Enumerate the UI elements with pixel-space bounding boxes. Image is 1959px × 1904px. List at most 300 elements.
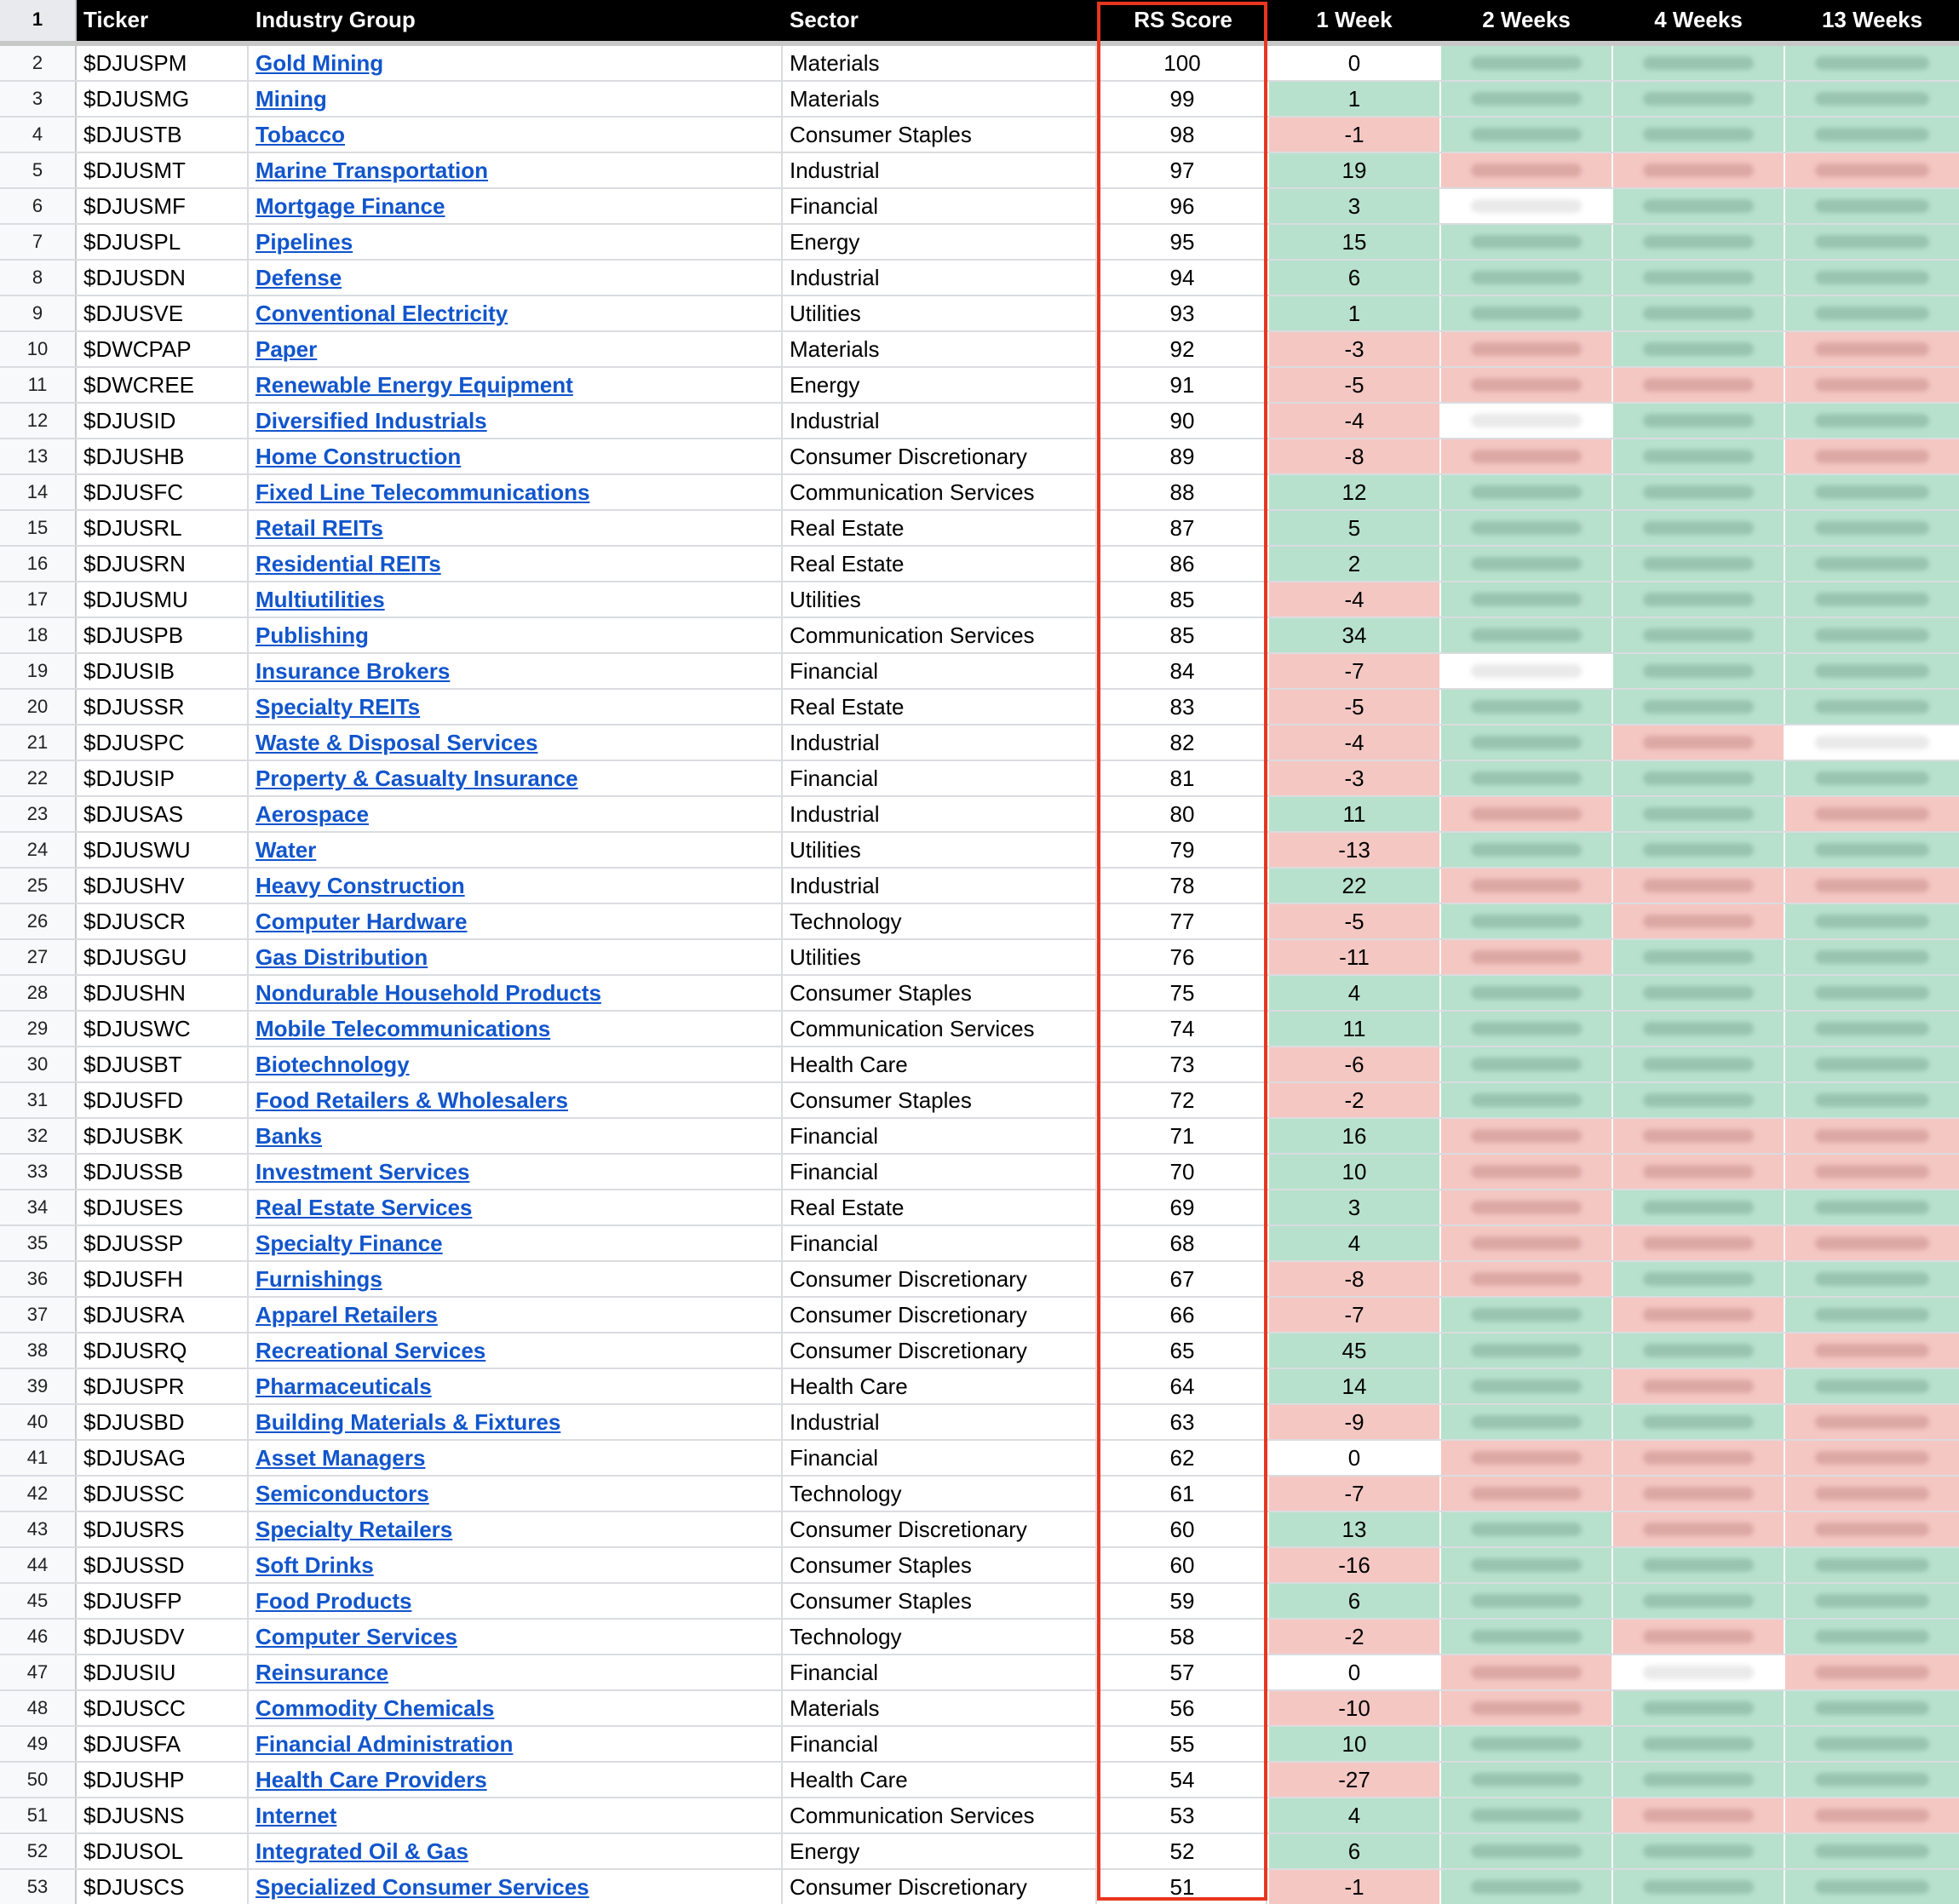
week1-change-cell[interactable]: 11 [1269,1012,1439,1046]
week4-change-cell[interactable] [1613,547,1784,581]
week13-change-cell[interactable] [1785,1155,1959,1189]
rs-score-cell[interactable]: 94 [1099,261,1267,295]
industry-group-link[interactable]: Insurance Brokers [256,658,451,684]
industry-group-link[interactable]: Real Estate Services [256,1195,473,1220]
sector-cell[interactable]: Industrial [784,869,1097,903]
rs-score-cell[interactable]: 67 [1099,1262,1267,1296]
rs-score-cell[interactable]: 84 [1099,654,1267,688]
ticker-cell[interactable]: $DJUSPC [78,725,249,760]
rs-score-cell[interactable]: 51 [1099,1870,1267,1904]
industry-group-link[interactable]: Paper [256,336,318,362]
ticker-cell[interactable]: $DWCPAP [78,332,249,366]
industry-group-column-header[interactable]: Industry Group [256,7,416,32]
week13-change-cell[interactable] [1785,1369,1959,1403]
week13-change-cell[interactable] [1785,1727,1959,1761]
week2-change-cell[interactable] [1441,1405,1611,1439]
week13-change-cell[interactable] [1785,833,1959,867]
sector-cell[interactable]: Energy [784,368,1097,402]
week4-change-cell[interactable] [1613,1512,1784,1546]
industry-group-link[interactable]: Diversified Industrials [256,408,487,433]
ticker-cell[interactable]: $DJUSCS [78,1870,249,1904]
sector-cell[interactable]: Materials [784,1691,1097,1725]
sector-cell[interactable]: Materials [784,332,1097,366]
industry-group-link[interactable]: Specialized Consumer Services [256,1874,589,1900]
row-number[interactable]: 7 [0,225,77,259]
week2-change-cell[interactable] [1441,582,1611,617]
week2-change-cell[interactable] [1441,1155,1611,1189]
industry-group-link[interactable]: Internet [256,1803,337,1828]
week1-change-cell[interactable]: -4 [1269,725,1439,760]
sector-cell[interactable]: Consumer Discretionary [784,1262,1097,1296]
week1-change-cell[interactable]: -1 [1269,118,1439,152]
week4-change-cell[interactable] [1613,1047,1784,1081]
rs-score-cell[interactable]: 60 [1099,1548,1267,1582]
week4-change-cell[interactable] [1613,618,1784,652]
ticker-cell[interactable]: $DJUSSC [78,1477,249,1511]
week1-change-cell[interactable]: -7 [1269,1298,1439,1332]
row-number[interactable]: 42 [0,1477,77,1511]
sector-cell[interactable]: Consumer Staples [784,1083,1097,1117]
sector-cell[interactable]: Financial [784,1119,1097,1153]
week2-change-cell[interactable] [1441,1655,1611,1689]
week13-change-cell[interactable] [1785,1512,1959,1546]
sector-cell[interactable]: Utilities [784,833,1097,867]
ticker-cell[interactable]: $DJUSCR [78,904,249,938]
week13-change-cell[interactable] [1785,1047,1959,1081]
week4-change-cell[interactable] [1613,761,1784,795]
row-number[interactable]: 35 [0,1226,77,1260]
row-number[interactable]: 50 [0,1763,77,1797]
week2-change-cell[interactable] [1441,368,1611,402]
ticker-cell[interactable]: $DJUSFA [78,1727,249,1761]
week2-change-cell[interactable] [1441,153,1611,187]
week4-change-cell[interactable] [1613,1333,1784,1368]
row-number[interactable]: 20 [0,690,77,724]
rs-score-cell[interactable]: 92 [1099,332,1267,366]
ticker-cell[interactable]: $DJUSVE [78,296,249,330]
rs-score-cell[interactable]: 86 [1099,547,1267,581]
week13-change-cell[interactable] [1785,439,1959,473]
row-number[interactable]: 38 [0,1333,77,1368]
week13-change-cell[interactable] [1785,1655,1959,1689]
week1-change-cell[interactable]: -2 [1269,1083,1439,1117]
row-number[interactable]: 45 [0,1584,77,1618]
row-number[interactable]: 2 [0,46,77,80]
industry-group-link[interactable]: Integrated Oil & Gas [256,1838,468,1864]
week1-change-cell[interactable]: 1 [1269,82,1439,116]
ticker-cell[interactable]: $DJUSTB [78,118,249,152]
rs-score-cell[interactable]: 58 [1099,1620,1267,1654]
industry-group-link[interactable]: Computer Services [256,1624,457,1649]
week4-change-cell[interactable] [1613,439,1784,473]
week1-change-cell[interactable]: 13 [1269,1512,1439,1546]
row-number[interactable]: 13 [0,439,77,473]
ticker-cell[interactable]: $DJUSES [78,1190,249,1224]
ticker-cell[interactable]: $DJUSNS [78,1798,249,1832]
week13-change-cell[interactable] [1785,976,1959,1010]
sector-cell[interactable]: Health Care [784,1047,1097,1081]
week2-change-cell[interactable] [1441,46,1611,80]
week4-change-cell[interactable] [1613,46,1784,80]
sector-cell[interactable]: Consumer Discretionary [784,1870,1097,1904]
week4-change-cell[interactable] [1613,1548,1784,1582]
week1-change-cell[interactable]: 11 [1269,797,1439,831]
ticker-cell[interactable]: $DJUSRS [78,1512,249,1546]
week1-change-cell[interactable]: 6 [1269,1584,1439,1618]
week1-change-cell[interactable]: -8 [1269,1262,1439,1296]
row-number[interactable]: 19 [0,654,77,688]
industry-group-link[interactable]: Investment Services [256,1159,470,1184]
rs-score-cell[interactable]: 57 [1099,1655,1267,1689]
ticker-cell[interactable]: $DJUSBD [78,1405,249,1439]
week4-change-cell[interactable] [1613,1763,1784,1797]
week4-change-cell[interactable] [1613,1691,1784,1725]
week1-change-cell[interactable]: -5 [1269,904,1439,938]
rs-score-cell[interactable]: 53 [1099,1798,1267,1832]
ticker-cell[interactable]: $DJUSWU [78,833,249,867]
row-number[interactable]: 39 [0,1369,77,1403]
week1-change-cell[interactable]: 5 [1269,511,1439,545]
row-number[interactable]: 6 [0,189,77,223]
week13-change-cell[interactable] [1785,547,1959,581]
industry-group-link[interactable]: Retail REITs [256,515,383,541]
week4-change-cell[interactable] [1613,1083,1784,1117]
sector-cell[interactable]: Industrial [784,404,1097,438]
industry-group-link[interactable]: Water [256,837,317,863]
sector-cell[interactable]: Real Estate [784,1190,1097,1224]
industry-group-link[interactable]: Heavy Construction [256,873,465,898]
ticker-cell[interactable]: $DJUSWC [78,1012,249,1046]
industry-group-link[interactable]: Reinsurance [256,1660,389,1685]
industry-group-link[interactable]: Banks [256,1123,323,1149]
week4-change-cell[interactable] [1613,153,1784,187]
row-number[interactable]: 16 [0,547,77,581]
ticker-cell[interactable]: $DJUSFD [78,1083,249,1117]
sector-cell[interactable]: Financial [784,761,1097,795]
industry-group-link[interactable]: Biotechnology [256,1052,410,1077]
ticker-cell[interactable]: $DJUSSR [78,690,249,724]
sector-cell[interactable]: Financial [784,654,1097,688]
row-number[interactable]: 25 [0,869,77,903]
rs-score-cell[interactable]: 74 [1099,1012,1267,1046]
ticker-cell[interactable]: $DJUSHN [78,976,249,1010]
ticker-cell[interactable]: $DJUSRA [78,1298,249,1332]
week2-change-cell[interactable] [1441,797,1611,831]
week2-change-cell[interactable] [1441,1727,1611,1761]
week13-change-cell[interactable] [1785,261,1959,295]
week2-change-cell[interactable] [1441,1834,1611,1868]
week2-change-cell[interactable] [1441,904,1611,938]
sector-cell[interactable]: Consumer Staples [784,1584,1097,1618]
rs-score-cell[interactable]: 85 [1099,582,1267,617]
industry-group-link[interactable]: Fixed Line Telecommunications [256,479,590,505]
week4-change-cell[interactable] [1613,332,1784,366]
week13-change-cell[interactable] [1785,1226,1959,1260]
week13-change-cell[interactable] [1785,46,1959,80]
rs-score-cell[interactable]: 82 [1099,725,1267,760]
week4-change-cell[interactable] [1613,725,1784,760]
rs-score-cell[interactable]: 79 [1099,833,1267,867]
week2-change-cell[interactable] [1441,725,1611,760]
rs-score-cell[interactable]: 65 [1099,1333,1267,1368]
week2-change-cell[interactable] [1441,833,1611,867]
week1-change-cell[interactable]: 4 [1269,976,1439,1010]
industry-group-link[interactable]: Specialty Retailers [256,1517,453,1542]
week4-change-cell[interactable] [1613,475,1784,509]
week13-change-cell[interactable] [1785,1763,1959,1797]
week1-change-cell[interactable]: -11 [1269,940,1439,974]
ticker-cell[interactable]: $DJUSMF [78,189,249,223]
week13-change-cell[interactable] [1785,618,1959,652]
row-number[interactable]: 41 [0,1441,77,1475]
sector-cell[interactable]: Real Estate [784,547,1097,581]
week1-change-cell[interactable]: 4 [1269,1226,1439,1260]
sector-cell[interactable]: Industrial [784,1405,1097,1439]
ticker-cell[interactable]: $DJUSAS [78,797,249,831]
week1-change-cell[interactable]: 0 [1269,46,1439,80]
week13-change-cell[interactable] [1785,940,1959,974]
rs-score-cell[interactable]: 88 [1099,475,1267,509]
sector-cell[interactable]: Technology [784,1620,1097,1654]
week1-change-cell[interactable]: -27 [1269,1763,1439,1797]
ticker-cell[interactable]: $DJUSAG [78,1441,249,1475]
week1-change-cell[interactable]: 1 [1269,296,1439,330]
week2-change-cell[interactable] [1441,1798,1611,1832]
sector-cell[interactable]: Financial [784,189,1097,223]
week1-change-cell[interactable]: 45 [1269,1333,1439,1368]
rs-score-cell[interactable]: 59 [1099,1584,1267,1618]
ticker-cell[interactable]: $DJUSHB [78,439,249,473]
sector-cell[interactable]: Communication Services [784,1798,1097,1832]
week4-change-cell[interactable] [1613,1441,1784,1475]
rs-score-cell[interactable]: 78 [1099,869,1267,903]
industry-group-link[interactable]: Health Care Providers [256,1767,487,1792]
week4-change-cell[interactable] [1613,1620,1784,1654]
industry-group-link[interactable]: Computer Hardware [256,909,468,934]
week1-change-cell[interactable]: -5 [1269,690,1439,724]
week4-change-cell[interactable] [1613,976,1784,1010]
ticker-cell[interactable]: $DJUSSP [78,1226,249,1260]
week1-change-cell[interactable]: 14 [1269,1369,1439,1403]
industry-group-link[interactable]: Multiutilities [256,587,385,612]
week4-change-cell[interactable] [1613,1870,1784,1904]
row-number[interactable]: 15 [0,511,77,545]
sector-cell[interactable]: Financial [784,1727,1097,1761]
rs-score-cell[interactable]: 77 [1099,904,1267,938]
row-number[interactable]: 51 [0,1798,77,1832]
rs-score-cell[interactable]: 81 [1099,761,1267,795]
industry-group-link[interactable]: Asset Managers [256,1445,426,1471]
week2-change-cell[interactable] [1441,654,1611,688]
week13-change-cell[interactable] [1785,225,1959,259]
industry-group-link[interactable]: Mortgage Finance [256,193,445,219]
week1-change-cell[interactable]: -1 [1269,1870,1439,1904]
week1-column-header[interactable]: 1 Week [1316,7,1393,32]
industry-group-link[interactable]: Renewable Energy Equipment [256,372,573,398]
industry-group-link[interactable]: Gas Distribution [256,944,428,970]
week4-change-cell[interactable] [1613,869,1784,903]
industry-group-link[interactable]: Semiconductors [256,1481,429,1506]
sector-cell[interactable]: Technology [784,904,1097,938]
rs-score-cell[interactable]: 96 [1099,189,1267,223]
sector-cell[interactable]: Industrial [784,153,1097,187]
week13-change-cell[interactable] [1785,1119,1959,1153]
week13-change-cell[interactable] [1785,82,1959,116]
ticker-cell[interactable]: $DJUSGU [78,940,249,974]
rs-score-cell[interactable]: 95 [1099,225,1267,259]
rs-score-cell[interactable]: 72 [1099,1083,1267,1117]
week2-change-cell[interactable] [1441,1763,1611,1797]
week13-change-cell[interactable] [1785,1691,1959,1725]
rs-score-cell[interactable]: 68 [1099,1226,1267,1260]
week1-change-cell[interactable]: 16 [1269,1119,1439,1153]
rs-score-cell[interactable]: 70 [1099,1155,1267,1189]
sector-cell[interactable]: Materials [784,46,1097,80]
industry-group-link[interactable]: Marine Transportation [256,158,489,183]
row-number[interactable]: 4 [0,118,77,152]
week13-change-cell[interactable] [1785,189,1959,223]
week4-change-cell[interactable] [1613,82,1784,116]
row-number[interactable]: 14 [0,475,77,509]
week1-change-cell[interactable]: 6 [1269,1834,1439,1868]
row-number[interactable]: 22 [0,761,77,795]
row-number[interactable]: 3 [0,82,77,116]
week13-change-cell[interactable] [1785,1798,1959,1832]
rs-score-cell[interactable]: 87 [1099,511,1267,545]
industry-group-link[interactable]: Tobacco [256,122,345,147]
week2-change-cell[interactable] [1441,225,1611,259]
week1-change-cell[interactable]: -7 [1269,654,1439,688]
week1-change-cell[interactable]: -3 [1269,332,1439,366]
industry-group-link[interactable]: Waste & Disposal Services [256,730,538,755]
rs-score-cell[interactable]: 69 [1099,1190,1267,1224]
ticker-cell[interactable]: $DJUSPL [78,225,249,259]
industry-group-link[interactable]: Home Construction [256,444,462,469]
week4-change-cell[interactable] [1613,1834,1784,1868]
week13-change-cell[interactable] [1785,118,1959,152]
ticker-cell[interactable]: $DJUSRN [78,547,249,581]
sector-cell[interactable]: Consumer Discretionary [784,1512,1097,1546]
week2-change-cell[interactable] [1441,1548,1611,1582]
week13-change-cell[interactable] [1785,725,1959,760]
row-number[interactable]: 11 [0,368,77,402]
industry-group-link[interactable]: Specialty REITs [256,694,421,720]
rs-score-cell[interactable]: 100 [1099,46,1267,80]
row-number[interactable]: 18 [0,618,77,652]
sector-cell[interactable]: Utilities [784,940,1097,974]
week2-change-cell[interactable] [1441,404,1611,438]
week13-change-cell[interactable] [1785,404,1959,438]
sector-cell[interactable]: Communication Services [784,618,1097,652]
row-number[interactable]: 8 [0,261,77,295]
week4-change-cell[interactable] [1613,940,1784,974]
week1-change-cell[interactable]: -7 [1269,1477,1439,1511]
week4-change-cell[interactable] [1613,690,1784,724]
week2-change-cell[interactable] [1441,296,1611,330]
row-number[interactable]: 52 [0,1834,77,1868]
ticker-cell[interactable]: $DJUSDN [78,261,249,295]
industry-group-link[interactable]: Conventional Electricity [256,301,508,326]
week4-column-header[interactable]: 4 Weeks [1654,7,1743,32]
week4-change-cell[interactable] [1613,582,1784,617]
week1-change-cell[interactable]: 10 [1269,1727,1439,1761]
week2-change-cell[interactable] [1441,976,1611,1010]
week2-change-cell[interactable] [1441,332,1611,366]
week2-change-cell[interactable] [1441,189,1611,223]
week13-column-header[interactable]: 13 Weeks [1821,7,1923,32]
week1-change-cell[interactable]: 2 [1269,547,1439,581]
rs-score-cell[interactable]: 99 [1099,82,1267,116]
industry-group-link[interactable]: Food Retailers & Wholesalers [256,1087,568,1113]
industry-group-link[interactable]: Mobile Telecommunications [256,1016,551,1041]
week2-change-cell[interactable] [1441,940,1611,974]
row-number[interactable]: 48 [0,1691,77,1725]
industry-group-link[interactable]: Apparel Retailers [256,1302,438,1328]
row-number[interactable]: 24 [0,833,77,867]
ticker-cell[interactable]: $DJUSPR [78,1369,249,1403]
row-number[interactable]: 31 [0,1083,77,1117]
week1-change-cell[interactable]: -9 [1269,1405,1439,1439]
week4-change-cell[interactable] [1613,1727,1784,1761]
ticker-cell[interactable]: $DJUSFH [78,1262,249,1296]
row-number[interactable]: 47 [0,1655,77,1689]
sector-cell[interactable]: Technology [784,1477,1097,1511]
sector-column-header[interactable]: Sector [790,7,859,32]
week13-change-cell[interactable] [1785,368,1959,402]
sector-cell[interactable]: Utilities [784,296,1097,330]
week2-change-cell[interactable] [1441,1083,1611,1117]
rs-score-cell[interactable]: 98 [1099,118,1267,152]
ticker-cell[interactable]: $DJUSHP [78,1763,249,1797]
week4-change-cell[interactable] [1613,833,1784,867]
industry-group-link[interactable]: Building Materials & Fixtures [256,1409,561,1435]
week13-change-cell[interactable] [1785,1262,1959,1296]
week4-change-cell[interactable] [1613,654,1784,688]
week1-change-cell[interactable]: -6 [1269,1047,1439,1081]
sector-cell[interactable]: Industrial [784,725,1097,760]
row-number[interactable]: 29 [0,1012,77,1046]
week2-change-cell[interactable] [1441,1620,1611,1654]
week1-change-cell[interactable]: -13 [1269,833,1439,867]
week13-change-cell[interactable] [1785,1584,1959,1618]
week2-change-cell[interactable] [1441,1584,1611,1618]
week4-change-cell[interactable] [1613,1798,1784,1832]
ticker-cell[interactable]: $DJUSMT [78,153,249,187]
industry-group-link[interactable]: Aerospace [256,801,369,827]
row-number[interactable]: 27 [0,940,77,974]
ticker-cell[interactable]: $DJUSRL [78,511,249,545]
industry-group-link[interactable]: Soft Drinks [256,1552,374,1578]
week2-change-cell[interactable] [1441,618,1611,652]
sector-cell[interactable]: Communication Services [784,1012,1097,1046]
row-number[interactable]: 21 [0,725,77,760]
week13-change-cell[interactable] [1785,761,1959,795]
rs-score-cell[interactable]: 75 [1099,976,1267,1010]
week13-change-cell[interactable] [1785,1441,1959,1475]
ticker-column-header[interactable]: Ticker [83,7,149,32]
sector-cell[interactable]: Consumer Staples [784,1548,1097,1582]
ticker-cell[interactable]: $DJUSPM [78,46,249,80]
rs-score-cell[interactable]: 90 [1099,404,1267,438]
week13-change-cell[interactable] [1785,582,1959,617]
row-number[interactable]: 43 [0,1512,77,1546]
rs-score-cell[interactable]: 97 [1099,153,1267,187]
row-number[interactable]: 23 [0,797,77,831]
week13-change-cell[interactable] [1785,797,1959,831]
week4-change-cell[interactable] [1613,261,1784,295]
week4-change-cell[interactable] [1613,1262,1784,1296]
ticker-cell[interactable]: $DJUSHV [78,869,249,903]
